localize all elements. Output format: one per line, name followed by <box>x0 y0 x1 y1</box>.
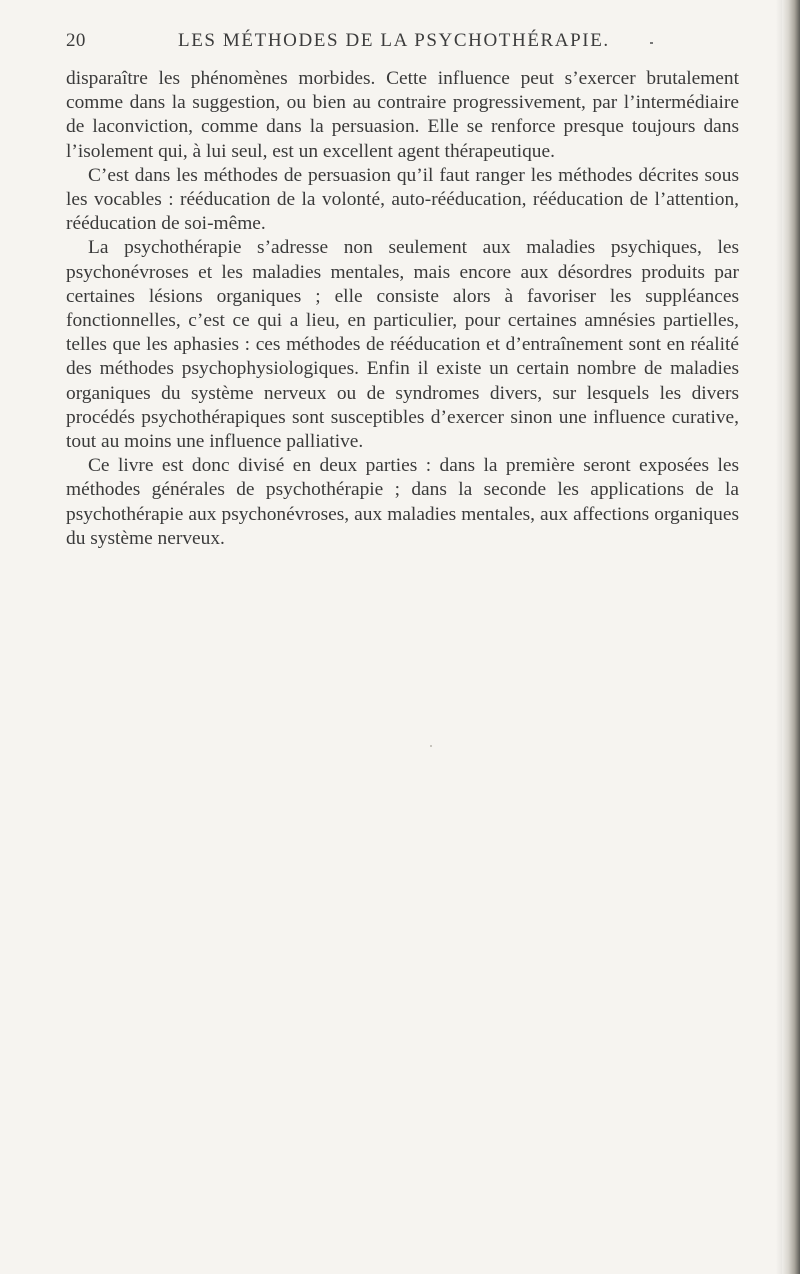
paragraph-3: La psychothérapie s’adresse non seulement aux maladies psychiques, les psychonévroses et les maladies mentales, mais encore aux désordres produits par certaines lésions organiques ; elle consiste alors à favoriser les suppléances fonctionnelles, c’est ce qui a lieu, en particulier, pour certaines amnésies partielles, telles que les aphasies : ces méthodes de rééducation et d’entraînement sont en réalité des méthodes psychophysiologiques. Enfin il existe un certain nombre de maladies organiques du système nerveux ou de syndromes divers, sur lesquels les divers procédés psychothérapiques sont susceptibles d’exercer sinon une influence curative, tout au moins une influence palliative. <box>66 237 739 453</box>
paragraph-1: disparaître les phénomènes morbides. Cette influence peut s’exercer brutalement comme dans la suggestion, ou bien au contraire progressivement, par l’intermédiaire de laconviction, comme dans la persuasion. Elle se renforce presque toujours dans l’isolement qui, à lui seul, est un excellent agent thérapeutique. <box>66 68 739 162</box>
paragraph-2: C’est dans les méthodes de persuasion qu’il faut ranger les méthodes décrites sous les vocables : rééducation de la volonté, auto-rééducation, rééducation de l’attention, rééducation de soi-même. <box>66 164 739 235</box>
paragraph-4: Ce livre est donc divisé en deux parties : dans la première seront exposées les méthodes générales de psychothérapie ; dans la seconde les applications de la psychothérapie aux psychonévroses, aux maladies mentales, aux affections organiques du système nerveux. <box>66 455 739 549</box>
page-edge <box>782 0 800 1274</box>
running-title: LES MÉTHODES DE LA PSYCHOTHÉRAPIE. <box>178 30 610 51</box>
header-dot-mark <box>650 42 653 44</box>
paper-speck <box>430 745 432 747</box>
body-text <box>66 67 739 551</box>
running-head <box>66 30 748 56</box>
page-number: 20 <box>66 30 86 51</box>
